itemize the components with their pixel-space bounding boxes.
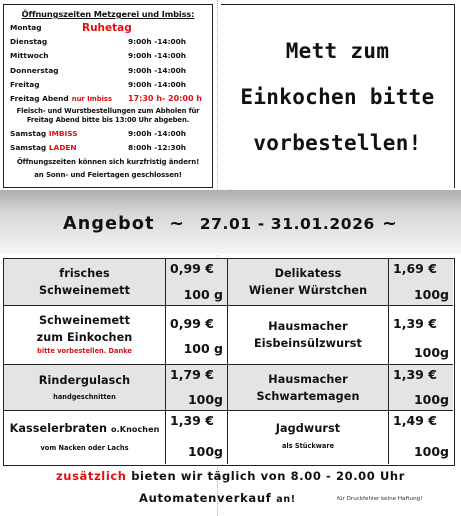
hours-row-saturday-imbiss xyxy=(10,127,206,141)
hours-note: nur Imbiss xyxy=(71,94,113,103)
product-name-cell xyxy=(4,306,166,365)
message-line-1: Mett zum xyxy=(285,38,390,63)
product-price-cell xyxy=(389,365,453,411)
product-weight: 100g xyxy=(413,392,449,407)
order-note-line-1: Fleisch- und Wurstbestellungen zum Abholen für xyxy=(16,107,200,116)
vending-suffix: an! xyxy=(276,494,296,505)
product-name: Jagdwurst xyxy=(275,422,341,435)
product-name: Wiener Würstchen xyxy=(248,284,368,297)
hours-day-label: Freitag Abend xyxy=(10,93,69,103)
hours-day: Freitag xyxy=(10,79,40,89)
message-line-2: Einkochen bitte xyxy=(240,84,435,109)
product-price: 0,99 € xyxy=(170,261,214,276)
product-name-line xyxy=(4,420,165,438)
preorder-message xyxy=(221,4,455,188)
disclaimer: für Druckfehler keine Haftung! xyxy=(337,496,423,502)
product-price: 1,79 € xyxy=(170,367,214,382)
hours-row-monday xyxy=(10,21,206,35)
product-price: 1,39 € xyxy=(170,413,214,428)
product-price-cell xyxy=(166,259,228,306)
hours-day: Dienstag xyxy=(10,37,48,47)
hours-day-label: Samstag xyxy=(10,129,47,139)
hours-note: IMBISS xyxy=(48,129,78,139)
product-name-cell xyxy=(4,411,166,464)
hours-day: Mittwoch xyxy=(10,51,49,61)
product-weight: 100 g xyxy=(183,287,223,302)
product-price: 1,49 € xyxy=(393,413,437,428)
offer-heading xyxy=(0,214,461,234)
product-name-cell xyxy=(228,365,389,411)
vending-label: Automatenverkauf xyxy=(139,491,272,505)
product-name-cell xyxy=(228,259,389,306)
offers-table xyxy=(3,258,455,466)
product-price-cell xyxy=(166,365,228,411)
hours-time: 9:00h -14:00h xyxy=(128,37,187,47)
product-note: als Stückware xyxy=(281,442,335,450)
hours-day: Montag xyxy=(10,23,42,32)
product-name: Schweinemett xyxy=(38,284,131,297)
product-weight: 100g xyxy=(413,287,449,302)
product-name-cell xyxy=(4,259,166,306)
product-note: bitte vorbestellen. Danke xyxy=(37,347,132,355)
product-note: handgeschnitten xyxy=(53,393,116,401)
hours-day-label: Samstag xyxy=(10,143,47,153)
hours-row-saturday-laden xyxy=(10,141,206,155)
product-name: Hausmacher xyxy=(268,320,348,333)
opening-hours-box xyxy=(3,4,213,188)
product-weight: 100 g xyxy=(183,341,223,356)
offer-tilde: ~ xyxy=(169,214,186,234)
hours-day xyxy=(10,127,78,141)
product-price-cell xyxy=(389,411,453,464)
hours-time: 9:00h -14:00h xyxy=(128,129,187,139)
product-price-cell xyxy=(389,306,453,365)
offer-tilde-end: ~ xyxy=(382,214,399,234)
product-weight: 100g xyxy=(413,444,449,459)
product-name: Schweinemett xyxy=(38,314,131,327)
product-price-cell xyxy=(389,259,453,306)
product-name: Delikatess xyxy=(274,267,342,280)
hours-time: 8:00h -12:30h xyxy=(128,143,187,153)
product-note: vom Nacken oder Lachs xyxy=(40,444,129,452)
hours-day: Donnerstag xyxy=(10,65,59,75)
offer-dates: 27.01 - 31.01.2026 xyxy=(199,215,375,233)
hours-row-thursday xyxy=(10,64,206,78)
product-name-cell xyxy=(228,411,389,464)
product-name-cell xyxy=(4,365,166,411)
product-name: zum Einkochen xyxy=(36,331,133,344)
hours-row-tuesday xyxy=(10,35,206,49)
product-weight: 100g xyxy=(187,392,223,407)
product-name: Hausmacher xyxy=(268,373,348,386)
product-name: Schwartemagen xyxy=(256,390,360,403)
hours-note: LADEN xyxy=(48,143,77,153)
product-name: Kasselerbraten xyxy=(9,422,108,435)
product-price: 1,39 € xyxy=(393,316,437,331)
opening-hours-title: Öffnungszeiten Metzgerei und Imbiss: xyxy=(21,9,195,19)
message-line-3: vorbestellen! xyxy=(253,130,422,155)
product-price: 1,39 € xyxy=(393,367,437,382)
product-name-suffix: o.Knochen xyxy=(111,425,160,434)
product-name-cell xyxy=(228,306,389,365)
product-price: 0,99 € xyxy=(170,316,214,331)
hours-time: 9:00h -14:00h xyxy=(128,65,187,75)
product-weight: 100g xyxy=(187,444,223,459)
order-note xyxy=(10,107,206,125)
hours-footer-1: Öffnungszeiten können sich kurzfristig ändern! xyxy=(16,157,200,166)
hours-row-friday-evening xyxy=(10,92,206,106)
product-weight: 100g xyxy=(413,345,449,360)
product-name: Eisbeinsülzwurst xyxy=(254,337,362,350)
product-name: frisches xyxy=(59,267,110,280)
hours-row-friday xyxy=(10,78,206,92)
hours-day xyxy=(10,92,112,106)
vending-info-line xyxy=(0,468,461,484)
hours-time: 9:00h -14:00h xyxy=(128,51,187,61)
hours-day xyxy=(10,141,77,155)
hours-time: 9:00h -14:00h xyxy=(128,79,187,89)
product-price: 1,69 € xyxy=(393,261,437,276)
offer-title: Angebot xyxy=(62,214,155,234)
hours-row-wednesday xyxy=(10,49,206,63)
order-note-line-2: Freitag Abend bitte bis 13:00 Uhr abgeben. xyxy=(26,116,190,125)
hours-footer-2: an Sonn- und Feiertagen geschlossen! xyxy=(34,170,182,179)
hours-closed-label: Ruhetag xyxy=(82,22,132,34)
vending-info-text: bieten wir täglich von 8.00 - 20.00 Uhr xyxy=(131,469,405,483)
vending-line xyxy=(139,489,296,509)
product-price-cell xyxy=(166,411,228,464)
vending-info-highlight: zusätzlich xyxy=(56,469,127,483)
product-price-cell xyxy=(166,306,228,365)
product-name: Rindergulasch xyxy=(38,374,131,387)
hours-time: 17:30 h- 20:00 h xyxy=(128,93,202,103)
